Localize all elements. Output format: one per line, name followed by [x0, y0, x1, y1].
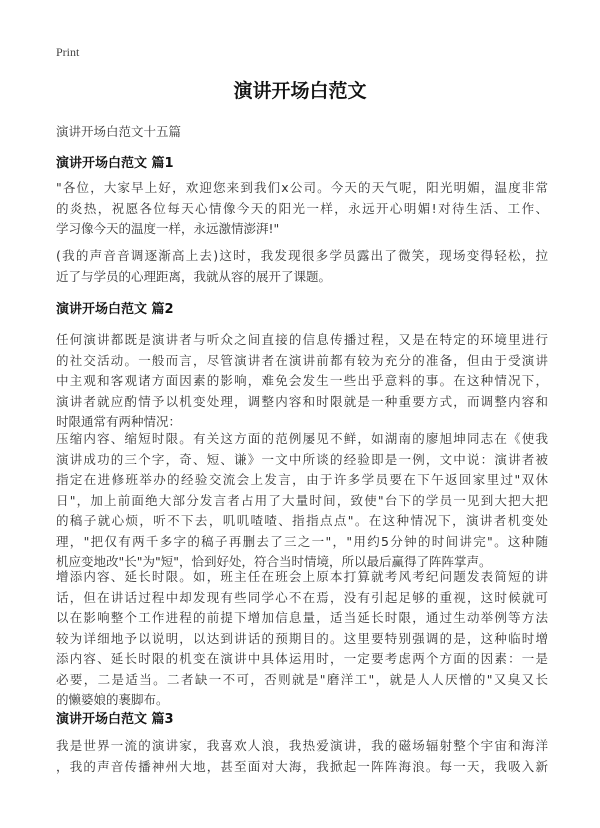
text-line: 的懒婆娘的裹脚布。 [56, 692, 169, 707]
text-line: 演讲者就应酌情予以机变处理，调整内容和时限就是一种重要方式，而调整内容和 [56, 393, 548, 409]
section-heading-2: 演讲开场白范文 篇2 [56, 302, 174, 317]
text-line: 必要，二是适当。二者缺一不可，否则就是"磨洋工"，就是人人厌憎的"又臭又长 [56, 671, 548, 687]
text-line: 较为详细地予以说明，以达到讲话的预期目的。这里要特别强调的是，这种临时增 [56, 630, 548, 646]
section-3-paragraph-1 [56, 736, 548, 777]
section-heading-3: 演讲开场白范文 篇3 [56, 712, 174, 727]
document-subtitle: 演讲开场白范文十五篇 [56, 124, 182, 139]
text-line: 演讲成功的三个字，奇、短、谦》一文中所谈的经验即是一例，文中说：演讲者被 [56, 451, 548, 467]
document-title: 演讲开场白范文 [233, 80, 367, 102]
text-line: 的炎热，祝愿各位每天心情像今天的阳光一样，永远开心明媚!对待生活、工作、 [56, 200, 548, 216]
text-line: 机应变地改"长"为"短"，恰到好处，符合当时情境，所以最后赢得了阵阵掌声。 [56, 554, 492, 569]
text-line: 指定在进修班举办的经验交流会上发言，由于许多学员要在下午返回家里过"双休 [56, 472, 548, 487]
text-line: 理，"把仅有两千多字的稿子再删去了三之一"，"用约5分钟的时间讲完"。这种随 [56, 533, 548, 549]
section-2-paragraph-2 [56, 429, 548, 573]
text-line: 的社交活动。一般而言，尽管演讲者在演讲前都有较为充分的准备，但由于受演讲 [56, 352, 548, 368]
text-line: 任何演讲都既是演讲者与听众之间直接的信息传播过程，又是在特定的环境里进行 [56, 332, 548, 347]
print-label: Print [56, 45, 80, 59]
text-line: (我的声音音调逐渐高上去)这时，我发现很多学员露出了微笑，现场变得轻松，拉 [56, 248, 548, 263]
section-1-paragraph-1 [56, 178, 548, 240]
section-2-paragraph-1 [56, 330, 548, 433]
text-line: 压缩内容、缩短时限。有关这方面的范例屡见不鲜，如湖南的廖旭坤同志在《使我 [56, 431, 548, 446]
text-line: 增添内容、延长时限。如，班主任在班会上原本打算就考风考纪问题发表简短的讲 [56, 569, 548, 584]
text-line: 添内容、延长时限的机变在演讲中具体运用时，一定要考虑两个方面的因素：一是 [56, 651, 548, 666]
text-line: "各位，大家早上好，欢迎您来到我们x公司。今天的天气呢，阳光明媚，温度非常 [56, 180, 548, 195]
text-line: 时限通常有两种情况： [56, 414, 182, 429]
text-line: 以在影响整个工作进程的前提下增加信息量，适当延长时限，通过生动举例等方法 [56, 610, 548, 625]
section-2-paragraph-3 [56, 567, 548, 711]
text-line: 的稿子就心烦，听不下去，叽叽喳喳、指指点点"。在这种情况下，演讲者机变处 [56, 513, 548, 528]
text-line: 中主观和客观诸方面因素的影响，难免会发生一些出乎意料的事。在这种情况下， [56, 373, 548, 388]
text-line: 日"，加上前面绝大部分发言者占用了大量时间，致使"台下的学员一见到大把大把 [56, 492, 548, 508]
text-line: ，我的声音传播神州大地，甚至面对大海，我掀起一阵阵海浪。每一天，我吸入新 [56, 758, 548, 774]
section-heading-1: 演讲开场白范文 篇1 [56, 156, 174, 171]
text-line: 话，但在讲话过程中却发现有些同学心不在焉，没有引起足够的重视，这时候就可 [56, 589, 548, 605]
text-line: 近了与学员的心理距离，我就从容的展开了课题。 [56, 268, 332, 284]
text-line: 学习像今天的温度一样，永远激情澎湃!" [56, 221, 280, 236]
text-line: 我是世界一流的演讲家，我喜欢人浪，我热爱演讲，我的磁场辐射整个宇宙和海洋 [56, 738, 548, 753]
section-1-paragraph-2 [56, 246, 548, 287]
